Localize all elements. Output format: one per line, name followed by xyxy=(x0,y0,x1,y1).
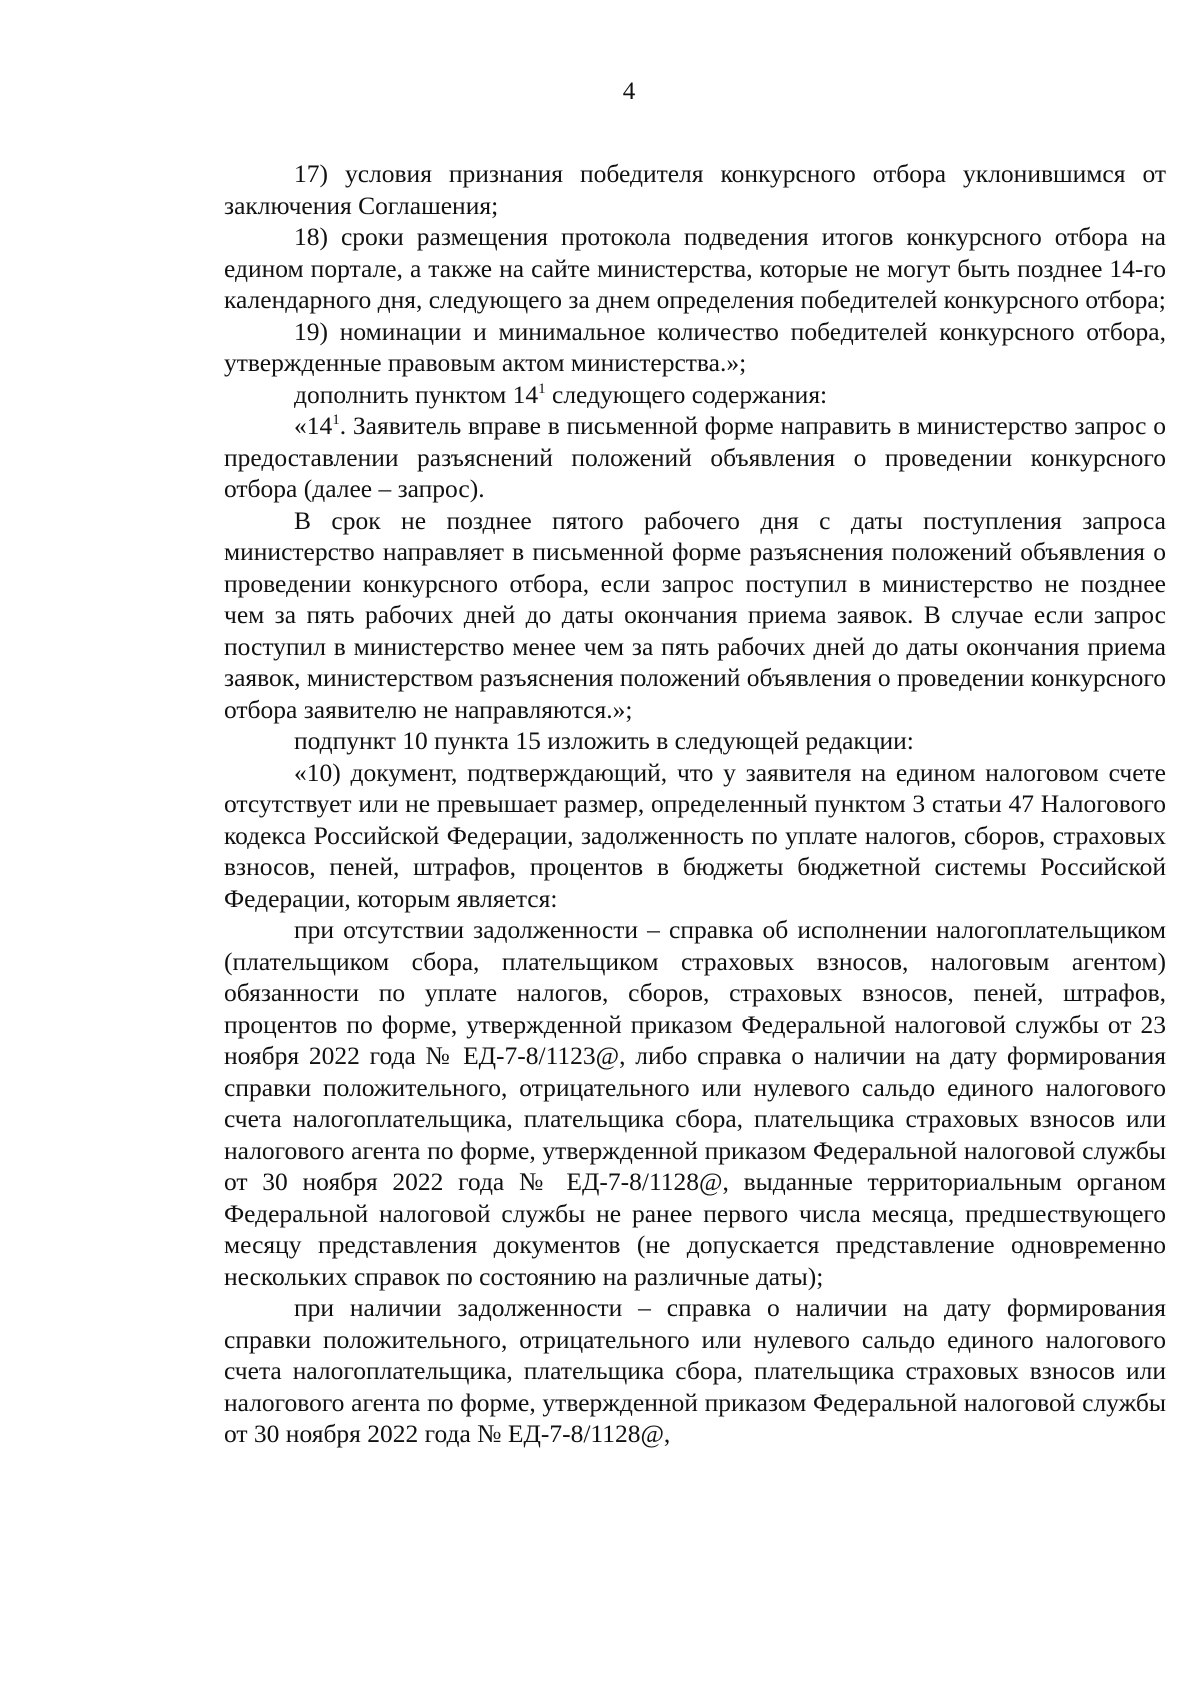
paragraph-clarification-deadline: В срок не позднее пятого рабочего дня с даты поступления запроса министерство направляет в письменной форме разъяснения положений объявления о проведении конкурсного отбора, если запрос поступил в министерство не позднее чем за пять рабочих дней до даты окончания приема заявок. В случае если запрос поступил в министерство менее чем за пять рабочих дней до даты окончания приема заявок, министерством разъяснения положений объявления о проведении конкурсного отбора заявителю не направляются.»; xyxy=(224,505,1166,724)
text-run: следующего содержания: xyxy=(545,379,828,409)
page-number: 4 xyxy=(622,78,636,105)
superscript: 1 xyxy=(332,412,340,428)
paragraph-item-17: 17) условия признания победителя конкурсного отбора уклонившимся от заключения Соглашения; xyxy=(224,159,1166,220)
text-run: дополнить пунктом 14 xyxy=(294,379,539,409)
paragraph-item-19: 19) номинации и минимальное количество победителей конкурсного отбора, утвержденные правовым актом министерства.»; xyxy=(224,316,1166,377)
paragraph-subpoint-10: «10) документ, подтверждающий, что у заявителя на едином налоговом счете отсутствует или не превышает размер, определенный пунктом 3 статьи 47 Налогового кодекса Российской Федерации, задолженность по уплате налогов, сборов, страховых взносов, пеней, штрафов, процентов в бюджеты бюджетной системы Российской Федерации, которым является: xyxy=(224,757,1166,913)
paragraph-add-point-14-1 xyxy=(224,379,1166,411)
text-run: «14 xyxy=(294,411,333,440)
text-run: . Заявитель вправе в письменной форме направить в министерство запрос о предоставлении разъяснений положений объявления о проведении конкурсного отбора (далее – запрос). xyxy=(224,411,1166,503)
document-body xyxy=(224,158,1166,1450)
paragraph-no-debt: при отсутствии задолженности – справка об исполнении налогоплательщиком (плательщиком сбора, плательщиком страховых взносов, налоговым агентом) обязанности по уплате налогов, сборов, страховых взносов, пеней, штрафов, процентов по форме, утвержденной приказом Федеральной налоговой службы от 23 ноября 2022 года № ЕД-7-8/1123@, либо справка о наличии на дату формирования справки положительного, отрицательного или нулевого сальдо единого налогового счета налогоплательщика, плательщика сбора, плательщика страховых взносов или налогового агента по форме, утвержденной приказом Федеральной налоговой службы от 30 ноября 2022 года № ЕД-7-8/1128@, выданные территориальным органом Федеральной налоговой службы не ранее первого числа месяца, предшествующего месяцу представления документов (не допускается представление одновременно нескольких справок по состоянию на различные даты); xyxy=(224,915,1166,1291)
superscript: 1 xyxy=(538,380,546,397)
paragraph-with-debt: при наличии задолженности – справка о наличии на дату формирования справки положительного, отрицательного или нулевого сальдо единого налогового счета налогоплательщика, плательщика сбора, плательщика страховых взносов или налогового агента по форме, утвержденной приказом Федеральной налоговой службы от 30 ноября 2022 года № ЕД-7-8/1128@, xyxy=(224,1293,1166,1448)
paragraph-subpoint-10-intro: подпункт 10 пункта 15 изложить в следующей редакции: xyxy=(294,726,914,755)
paragraph-point-14-1 xyxy=(224,410,1166,505)
paragraph-item-18: 18) сроки размещения протокола подведения итогов конкурсного отбора на едином портале, а также на сайте министерства, которые не могут быть позднее 14-го календарного дня, следующего за днем определения победителей конкурсного отбора; xyxy=(224,222,1166,314)
